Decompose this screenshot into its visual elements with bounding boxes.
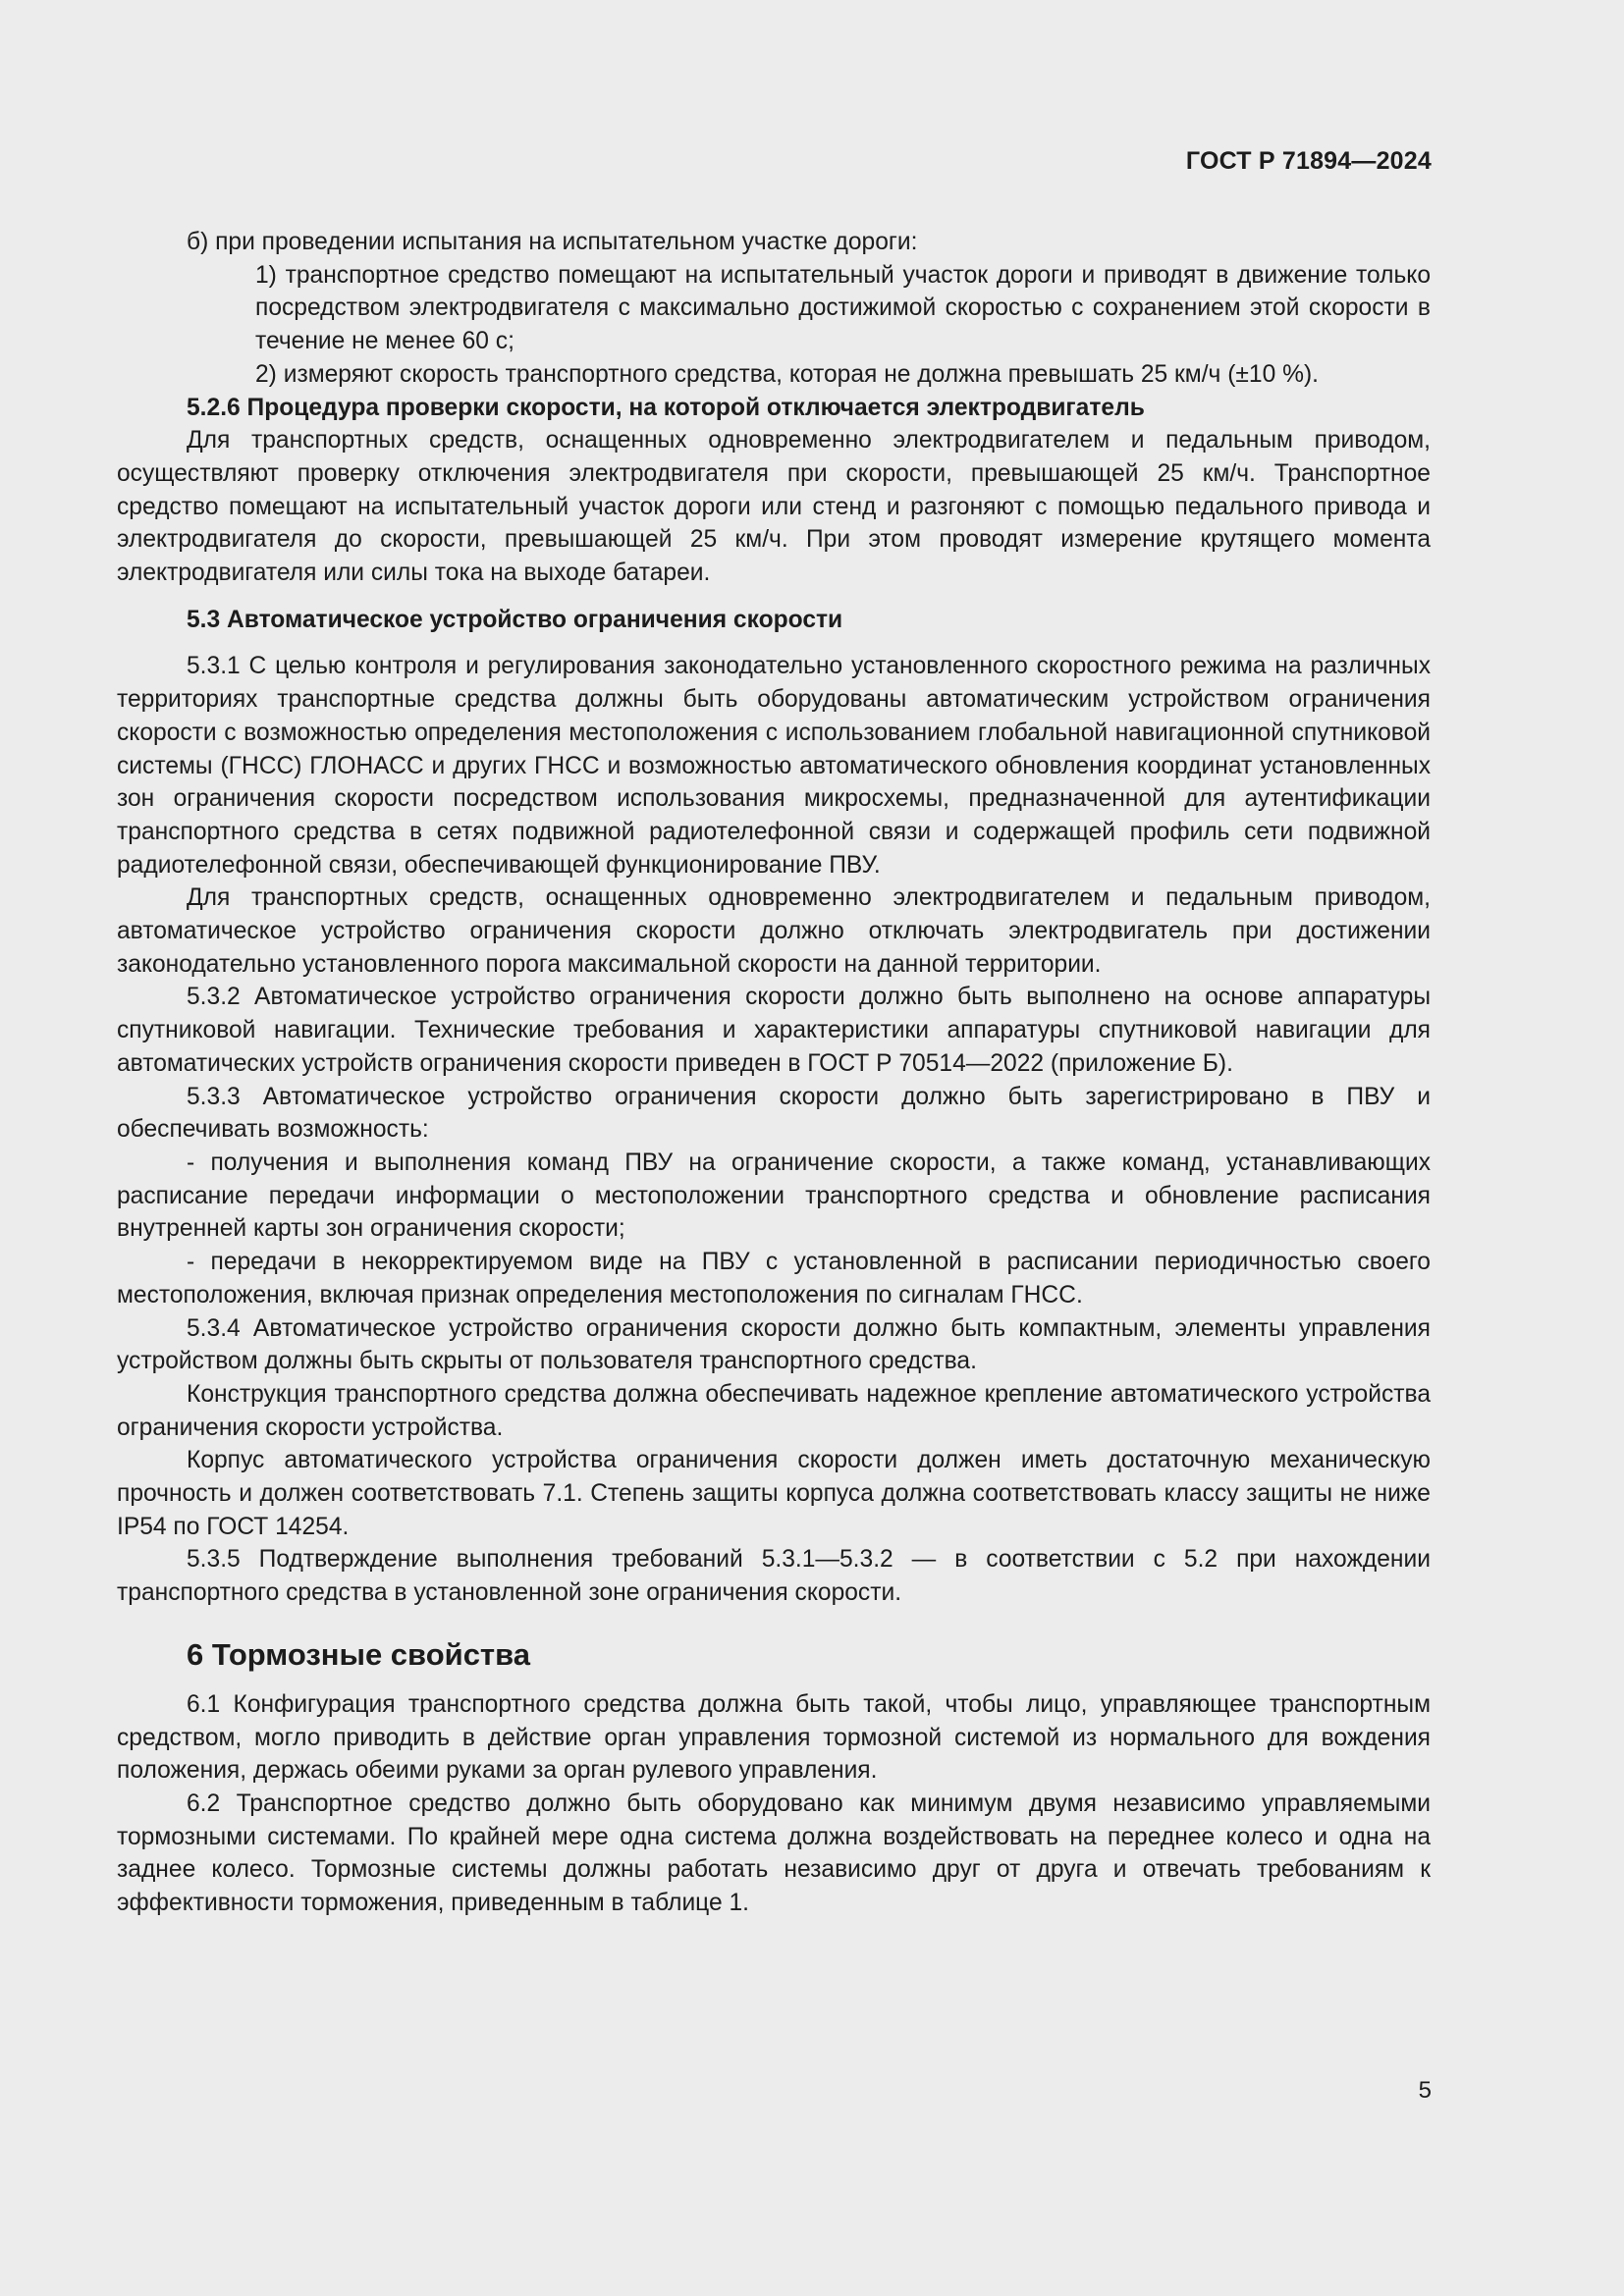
document-code-header: ГОСТ Р 71894—2024 [1185,147,1432,175]
paragraph-5-3-4-housing: Корпус автоматического устройства ограничения скорости должен иметь достаточную механическую прочность и должен соответствовать 7.1. Степень защиты корпуса должна соответствовать классу защиты не ниже IP54 по ГОСТ 14254. [117,1447,1431,1540]
paragraph-6-2: 6.2 Транспортное средство должно быть оборудовано как минимум двумя независимо управляемыми тормозными системами. По крайней мере одна система должна воздействовать на переднее колесо и одна на заднее колесо. Тормозные системы должны работать независимо друг от друга и отвечать требованиям к эффективности торможения, приведенным в таблице 1. [117,1789,1431,1917]
page-number: 5 [1418,2077,1432,2104]
section-heading-6: 6 Тормозные свойства [187,1636,531,1672]
list-item-5-3-3-a: - получения и выполнения команд ПВУ на ограничение скорости, а также команд, устанавливающих расписание передачи информации о местоположении транспортного средства и обновление расписания внутренней карты зон ограничения скорости; [117,1148,1431,1243]
list-step-1: 1) транспортное средство помещают на испытательный участок дороги и приводят в движение только посредством электродвигателя с максимально достижимой скоростью с сохранением этой скорости в течение не менее 60 с; [255,261,1431,355]
paragraph-5-3-2: 5.3.2 Автоматическое устройство ограничения скорости должно быть выполнено на основе аппаратуры спутниковой навигации. Технические требования и характеристики аппаратуры спутниковой навигации для автоматических устройств ограничения скорости приведен в ГОСТ Р 70514—2022 (приложение Б). [117,984,1431,1077]
subsection-heading-5-2-6: 5.2.6 Процедура проверки скорости, на которой отключается электродвигатель [187,394,1145,421]
paragraph-5-3-5: 5.3.5 Подтверждение выполнения требований 5.3.1—5.3.2 — в соответствии с 5.2 при нахождении транспортного средства в установленной зоне ограничения скорости. [117,1546,1431,1607]
paragraph-6-1: 6.1 Конфигурация транспортного средства должна быть такой, чтобы лицо, управляющее транспортным средством, могло приводить в действие орган управления тормозной системой из нормального для вождения положения, держась обеими руками за орган рулевого управления. [117,1690,1431,1785]
paragraph-5-3-1-continued: Для транспортных средств, оснащенных одновременно электродвигателем и педальным приводом, автоматическое устройство ограничения скорости должно отключать электродвигатель при достижении законодательно установленного порога максимальной скорости на данной территории. [117,884,1431,978]
list-item-b: б) при проведении испытания на испытательном участке дороги: [187,229,918,255]
paragraph-5-3-1: 5.3.1 С целью контроля и регулирования законодательно установленного скоростного режима на различных территориях транспортные средства должны быть оборудованы автоматическим устройством ограничения скорости с возможностью определения местоположения с использованием глобальной навигационной спутниковой системы (ГНСС) ГЛОНАСС и других ГНСС и возможностью автоматического обновления координат установленных зон ограничения скорости посредством использования микросхемы, предназначенной для аутентификации транспортного средства в сетях подвижной радиотелефонной связи и содержащей профиль сети подвижной радиотелефонной связи, обеспечивающей функционирование ПВУ. [117,653,1431,879]
list-step-2: 2) измеряют скорость транспортного средства, которая не должна превышать 25 км/ч (±10 %). [255,360,1319,388]
paragraph-5-2-6: Для транспортных средств, оснащенных одновременно электродвигателем и педальным приводом, осуществляют проверку отключения электродвигателя при скорости, превышающей 25 км/ч. Транспортное средство помещают на испытательный участок дороги или стенд и разгоняют с помощью педального привода и электродвигателя до скорости, превышающей 25 км/ч. При этом проводят измерение крутящего момента электродвигателя или силы тока на выходе батареи. [117,427,1431,587]
paragraph-5-3-3: 5.3.3 Автоматическое устройство ограничения скорости должно быть зарегистрировано в ПВУ и обеспечивать возможность: [117,1083,1431,1144]
paragraph-5-3-4: 5.3.4 Автоматическое устройство ограничения скорости должно быть компактным, элементы управления устройством должны быть скрыты от пользователя транспортного средства. [117,1314,1431,1375]
paragraph-5-3-4-construction: Конструкция транспортного средства должна обеспечивать надежное крепление автоматического устройства ограничения скорости устройства. [117,1380,1431,1441]
section-heading-5-3: 5.3 Автоматическое устройство ограничения скорости [187,606,843,633]
document-body [117,226,1431,1920]
list-item-5-3-3-b: - передачи в некорректируемом виде на ПВУ с установленной в расписании периодичностью своего местоположения, включая признак определения местоположения по сигналам ГНСС. [117,1249,1431,1308]
